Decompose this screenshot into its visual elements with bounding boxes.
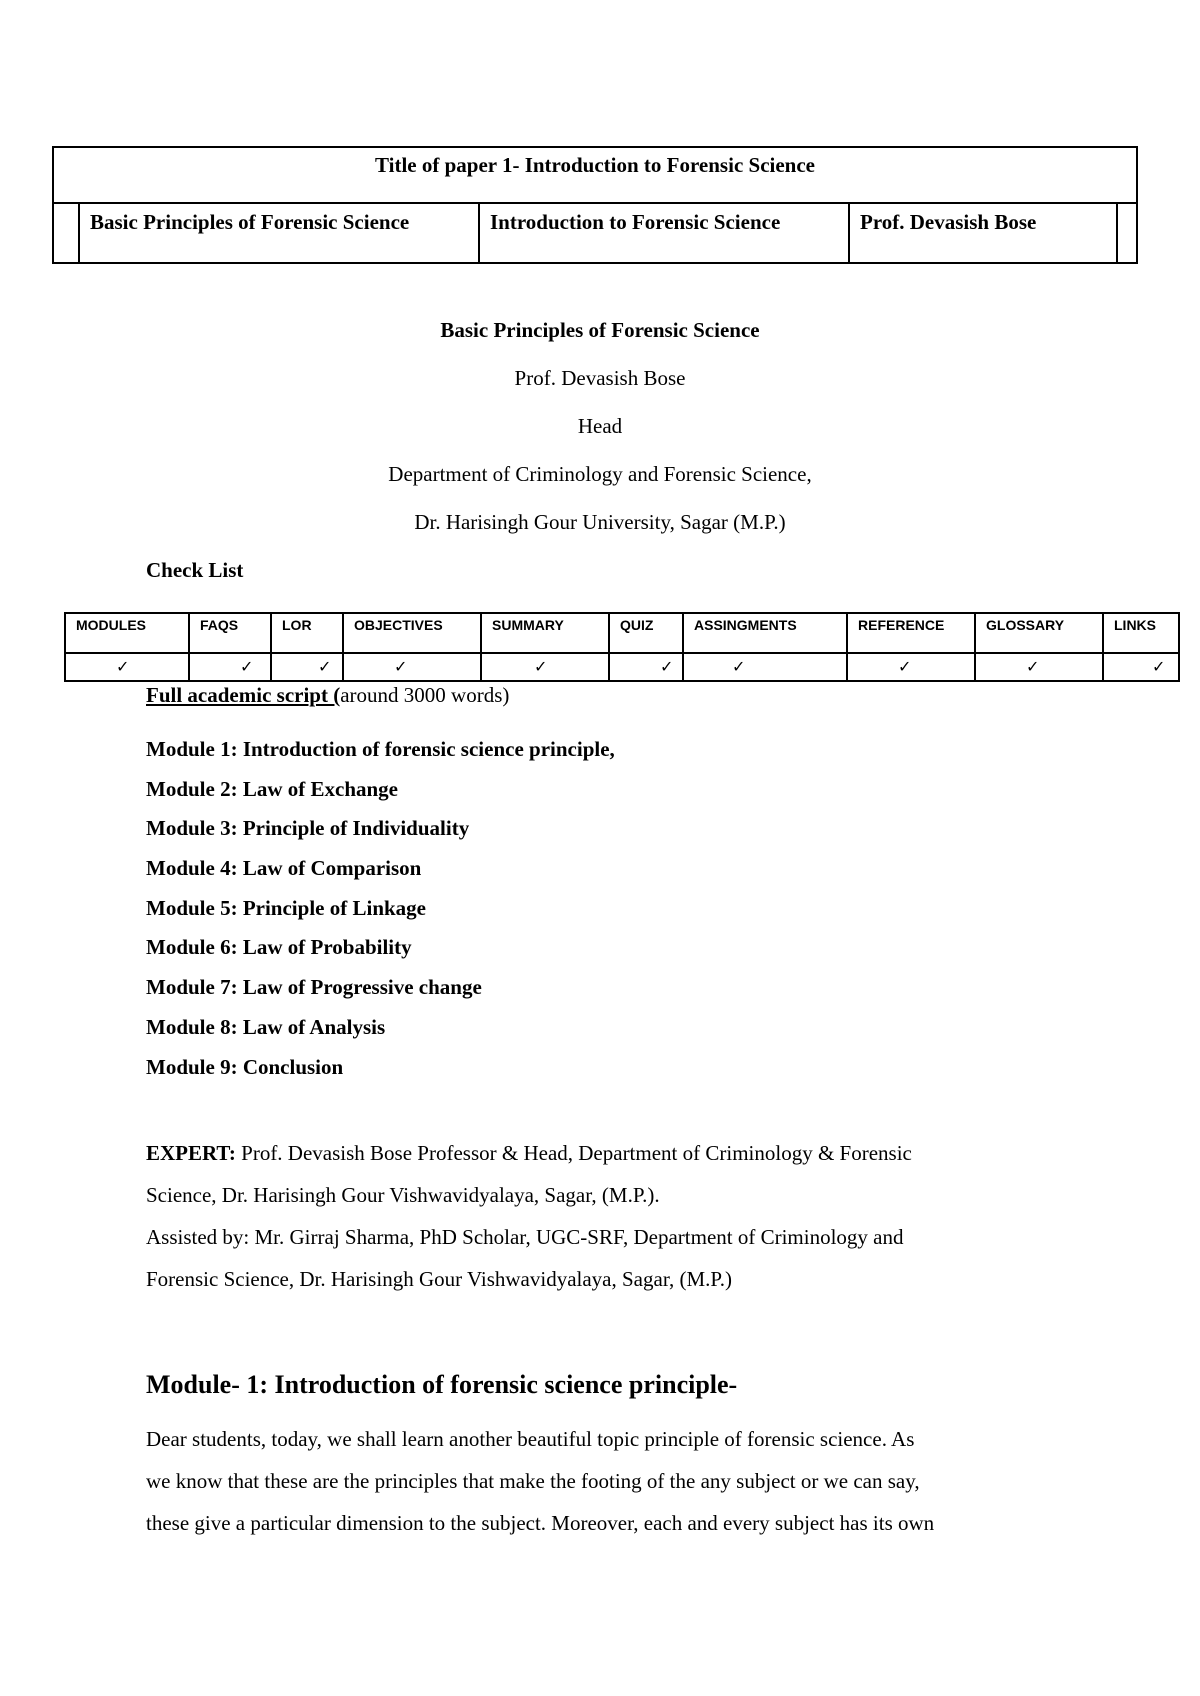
checklist-header: LINKS bbox=[1104, 614, 1178, 654]
checklist-column bbox=[270, 614, 342, 680]
checklist-header: GLOSSARY bbox=[976, 614, 1102, 654]
paper-header-row bbox=[54, 204, 1136, 264]
check-mark-icon: ✓ bbox=[898, 657, 912, 676]
check-mark-icon: ✓ bbox=[660, 657, 674, 676]
module-list bbox=[146, 734, 615, 1091]
author-department: Department of Criminology and Forensic Science, bbox=[388, 462, 812, 486]
check-mark-icon: ✓ bbox=[318, 657, 332, 676]
check-mark-icon: ✓ bbox=[116, 657, 130, 676]
checklist-column bbox=[974, 614, 1102, 680]
author-designation: Head bbox=[577, 414, 623, 438]
assisted-by-line: Forensic Science, Dr. Harisingh Gour Vishwavidyalaya, Sagar, (M.P.) bbox=[146, 1267, 732, 1291]
checklist-column bbox=[66, 614, 188, 680]
list-item: Module 3: Principle of Individuality bbox=[146, 816, 470, 841]
list-item: Module 7: Law of Progressive change bbox=[146, 975, 482, 1000]
module-1-heading: Module- 1: Introduction of forensic science principle- bbox=[146, 1370, 738, 1399]
checklist-column bbox=[682, 614, 846, 680]
checklist-header: LOR bbox=[272, 614, 342, 654]
header-cell-paper: Introduction to Forensic Science bbox=[478, 204, 848, 264]
module-1-body bbox=[146, 1418, 1066, 1544]
expert-label: EXPERT: bbox=[146, 1141, 236, 1165]
list-item: Module 5: Principle of Linkage bbox=[146, 895, 426, 920]
checklist-label: Check List bbox=[146, 558, 244, 582]
expert-line: Science, Dr. Harisingh Gour Vishwavidyalaya, Sagar, (M.P.). bbox=[146, 1183, 660, 1207]
check-mark-icon: ✓ bbox=[240, 657, 254, 676]
list-item: Module 6: Law of Probability bbox=[146, 935, 412, 960]
header-cell-module: Basic Principles of Forensic Science bbox=[78, 204, 478, 264]
check-mark-icon: ✓ bbox=[1026, 657, 1040, 676]
checklist-header: OBJECTIVES bbox=[344, 614, 480, 654]
checklist-column bbox=[846, 614, 974, 680]
body-line: we know that these are the principles that make the footing of the any subject or we can say, bbox=[146, 1469, 920, 1493]
check-mark-icon: ✓ bbox=[394, 657, 408, 676]
academic-script-label: Full academic script ( bbox=[146, 683, 341, 707]
checklist-column bbox=[608, 614, 682, 680]
paper-header-table bbox=[52, 146, 1138, 264]
checklist-header: MODULES bbox=[66, 614, 188, 654]
checklist-column bbox=[480, 614, 608, 680]
assisted-by-line: Assisted by: Mr. Girraj Sharma, PhD Scholar, UGC-SRF, Department of Criminology and bbox=[146, 1225, 904, 1249]
checklist-header: SUMMARY bbox=[482, 614, 608, 654]
header-cell-author: Prof. Devasish Bose bbox=[848, 204, 1116, 264]
list-item: Module 1: Introduction of forensic science principle, bbox=[146, 737, 615, 761]
body-line: these give a particular dimension to the subject. Moreover, each and every subject has its own bbox=[146, 1511, 935, 1535]
check-mark-icon: ✓ bbox=[1152, 657, 1166, 676]
author-name: Prof. Devasish Bose bbox=[514, 366, 686, 390]
checklist-column bbox=[188, 614, 270, 680]
list-item: Module 4: Law of Comparison bbox=[146, 856, 422, 881]
checklist-table bbox=[64, 612, 1180, 682]
expert-text: Prof. Devasish Bose Professor & Head, Department of Criminology & Forensic bbox=[235, 1141, 912, 1165]
checklist-header: ASSINGMENTS bbox=[684, 614, 846, 654]
checklist-header: FAQS bbox=[190, 614, 270, 654]
academic-script-title bbox=[146, 683, 509, 708]
checklist-header: REFERENCE bbox=[848, 614, 974, 654]
expert-block bbox=[146, 1132, 1066, 1300]
checklist-column bbox=[342, 614, 480, 680]
module-heading: Basic Principles of Forensic Science bbox=[440, 318, 760, 342]
list-item: Module 2: Law of Exchange bbox=[146, 776, 398, 801]
checklist-column bbox=[1102, 614, 1178, 680]
paper-title: Title of paper 1- Introduction to Forensic Science bbox=[54, 148, 1136, 204]
body-line: Dear students, today, we shall learn another beautiful topic principle of forensic science. As bbox=[146, 1427, 915, 1451]
check-mark-icon: ✓ bbox=[732, 657, 746, 676]
header-empty-cell bbox=[1116, 204, 1138, 264]
list-item: Module 8: Law of Analysis bbox=[146, 1014, 386, 1039]
header-empty-cell bbox=[54, 204, 78, 264]
list-item: Module 9: Conclusion bbox=[146, 1054, 344, 1079]
academic-script-note: around 3000 words) bbox=[340, 683, 510, 707]
check-mark-icon: ✓ bbox=[534, 657, 548, 676]
checklist-header: QUIZ bbox=[610, 614, 682, 654]
author-university: Dr. Harisingh Gour University, Sagar (M.P.) bbox=[414, 510, 786, 534]
expert-line bbox=[146, 1132, 1066, 1174]
